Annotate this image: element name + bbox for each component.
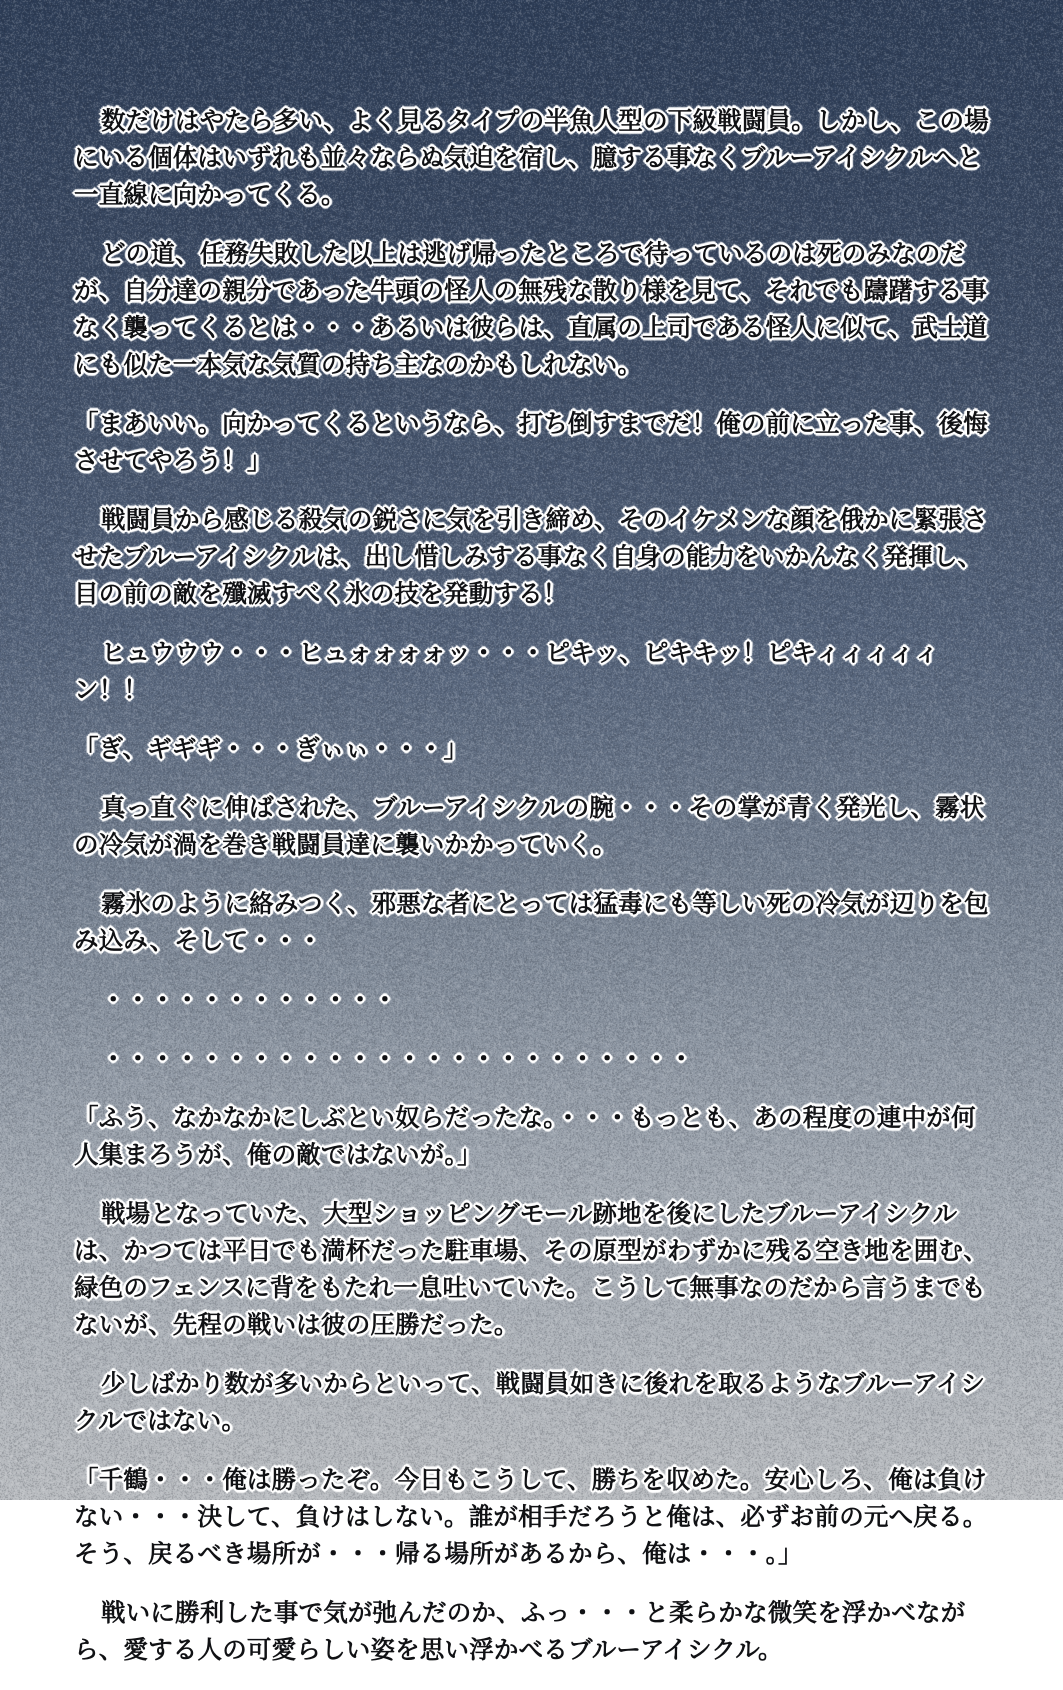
dialogue-paragraph: 「ふう、なかなかにしぶとい奴らだったな。・・・もっとも、あの程度の連中が何人集まろうが、俺の敵ではないが。」 <box>74 1103 976 1169</box>
narration-paragraph: 霧氷のように絡みつく、邪悪な者にとっては猛毒にも等しい死の冷気が辺りを包み込み、そして・・・ <box>74 889 989 955</box>
dialogue-paragraph: 「ぎ、ギギギ・・・ぎぃぃ・・・」 <box>74 734 469 763</box>
dialogue-paragraph: 「千鶴・・・俺は勝ったぞ。今日もこうして、勝ちを収めた。安心しろ、俺は負けない・・・決して、負けはしない。誰が相手だろうと俺は、必ずお前の元へ戻る。そう、戻るべき場所が・・・帰る場所があるから、俺は・・・。」 <box>74 1465 988 1568</box>
narration-paragraph: 真っ直ぐに伸ばされた、ブルーアイシクルの腕・・・その掌が青く発光し、霧状の冷気が渦を巻き戦闘員達に襲いかかっていく。 <box>74 793 985 859</box>
story-text <box>74 102 992 1690</box>
narration-paragraph: 戦闘員から感じる殺気の鋭さに気を引き締め、そのイケメンな顔を俄かに緊張させたブルーアイシクルは、出し惜しみする事なく自身の能力をいかんなく発揮し、目の前の敵を殲滅すべく氷の技を発動する！ <box>74 505 988 608</box>
narration-paragraph: 数だけはやたら多い、よく見るタイプの半魚人型の下級戦闘員。しかし、この場にいる個体はいずれも並々ならぬ気迫を宿し、臆する事なくブルーアイシクルへと一直線に向かってくる。 <box>74 106 989 209</box>
ellipsis-line: ・・・・・・・・・・・・・・・・・・・・・・・・ <box>100 1044 694 1073</box>
narration-paragraph: どの道、任務失敗した以上は逃げ帰ったところで待っているのは死のみなのだが、自分達の親分であった牛頭の怪人の無残な散り様を見て、それでも躊躇する事なく襲ってくるとは・・・あるいは彼らは、直属の上司である怪人に似て、武士道にも似た一本気な気質の持ち主なのかもしれない。 <box>74 239 988 379</box>
narration-paragraph: 戦いに勝利した事で気が弛んだのか、ふっ・・・と柔らかな微笑を浮かべながら、愛する人の可愛らしい姿を思い浮かべるブルーアイシクル。 <box>74 1598 966 1664</box>
narration-paragraph: 少しばかり数が多いからといって、戦闘員如きに後れを取るようなブルーアイシクルではない。 <box>74 1369 986 1435</box>
dialogue-paragraph: 「まあいい。向かってくるというなら、打ち倒すまでだ！俺の前に立った事、後悔させてやろう！」 <box>74 409 988 475</box>
sound-effect-paragraph: ヒュウウウ・・・ヒュォォォォッ・・・ピキッ、ピキキッ！ピキィィィィィン！！ <box>74 638 940 704</box>
ellipsis-line: ・・・・・・・・・・・・ <box>100 985 398 1014</box>
narration-paragraph: 戦場となっていた、大型ショッピングモール跡地を後にしたブルーアイシクルは、かつては平日でも満杯だった駐車場、その原型がわずかに残る空き地を囲む、緑色のフェンスに背をもたれ一息吐いていた。こうして無事なのだから言うまでもないが、先程の戦いは彼の圧勝だった。 <box>74 1199 988 1339</box>
